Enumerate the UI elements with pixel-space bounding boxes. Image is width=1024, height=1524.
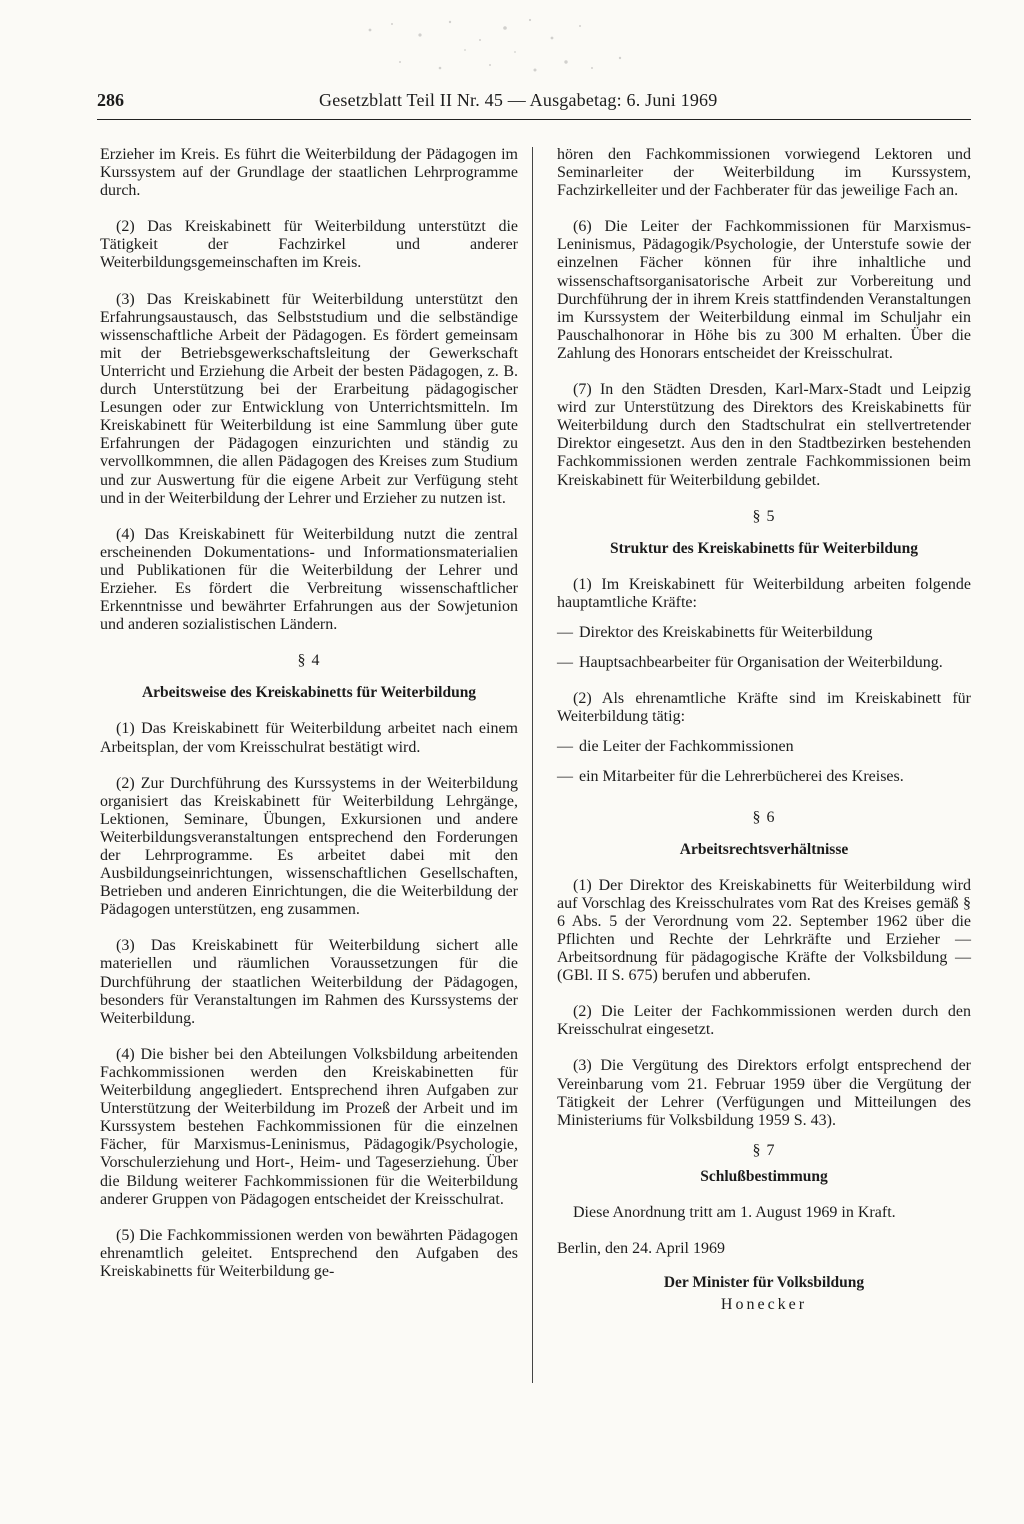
paragraph: (7) In den Städten Dresden, Karl-Marx-Stadt und Leipzig wird zur Unterstützung des Direktors des Kreiskabinetts für Weiterbildung durch den Stadtschulrat ein stellvertretender Direktor eingesetzt. Aus den in den Stadtbezirken bestehenden Fachkommissionen werden zentrale Fachkommissionen beim Kreiskabinett für Weiterbildung gebildet. — [557, 381, 971, 489]
running-title: Gesetzblatt Teil II Nr. 45 — Ausgabetag: 6. Juni 1969 — [319, 90, 718, 110]
list-item-text: Hauptsachbearbeiter für Organisation der Weiterbildung. — [579, 654, 943, 672]
dash-bullet: — — [557, 738, 573, 756]
paragraph: (2) Das Kreiskabinett für Weiterbildung unterstützt die Tätigkeit der Fachzirkel und anderer Weiterbildungsgemeinschaften im Kreis. — [100, 218, 518, 272]
section-5-mark: § 5 — [752, 507, 776, 525]
signature-title: Der Minister für Volksbildung — [663, 1274, 865, 1292]
list-item — [557, 768, 971, 786]
section-4-mark: § 4 — [297, 652, 321, 670]
paragraph: (1) Das Kreiskabinett für Weiterbildung arbeitet nach einem Arbeitsplan, der vom Kreisschulrat bestätigt wird. — [100, 720, 518, 756]
paragraph: hören den Fachkommissionen vorwiegend Lektoren und Seminarleiter der Weiterbildung im Kurssystem, Fachzirkelleiter und der Fachberater für das jeweilige Fach an. — [557, 146, 971, 200]
section-4-title: Arbeitsweise des Kreiskabinetts für Weiterbildung — [141, 684, 477, 702]
list-item-text: Direktor des Kreiskabinetts für Weiterbildung — [579, 623, 873, 641]
paragraph: Diese Anordnung tritt am 1. August 1969 in Kraft. — [573, 1204, 896, 1222]
section-5-title: Struktur des Kreiskabinetts für Weiterbildung — [609, 539, 919, 557]
dash-bullet: — — [557, 623, 573, 641]
list-item-text: ein Mitarbeiter für die Lehrerbücherei des Kreises. — [579, 768, 904, 786]
paragraph: (4) Das Kreiskabinett für Weiterbildung nutzt die zentral erscheinenden Dokumentations- und Informationsmaterialien und Publikationen für die Weiterbildung der Lehrer und Erzieher. Es fördert die Verbreitung wissenschaftlicher Erkenntnisse und bewährter Erfahrungen aus der Sowjetunion und anderen sozialistischen Ländern. — [100, 525, 518, 634]
header-rule — [97, 119, 971, 120]
paragraph: (3) Das Kreiskabinett für Weiterbildung sichert alle materiellen und räumlichen Voraussetzungen für die Durchführung der staatlichen Weiterbildung der Pädagogen, besonders für Veranstaltungen im Rahmen des Kurssystems der Weiterbildung. — [100, 937, 518, 1027]
page-header — [97, 90, 971, 120]
list-item-text: die Leiter der Fachkommissionen — [579, 738, 794, 756]
dash-bullet: — — [557, 654, 573, 672]
section-6-mark: § 6 — [752, 808, 776, 826]
page-number: 286 — [97, 90, 124, 110]
list-item — [557, 624, 971, 642]
section-7-mark: § 7 — [752, 1141, 776, 1159]
paragraph: (3) Die Vergütung des Direktors erfolgt entsprechend der Vereinbarung vom 21. Februar 1959 über die Vergütung der Tätigkeit der Lehrer (Verfügungen und Mitteilungen des Ministeriums für Volksbildung 1959 S. 43). — [557, 1057, 971, 1129]
dash-bullet: — — [557, 768, 573, 786]
place-date: Berlin, den 24. April 1969 — [557, 1240, 725, 1258]
paragraph: (2) Zur Durchführung des Kurssystems in der Weiterbildung organisiert das Kreiskabinett für Weiterbildung Lehrgänge, Lektionen, Seminare, Übungen, Exkursionen und andere Weiterbildungsveranstaltungen entsprechend den Forderungen der Lehrprogramme. Es arbeitet dabei mit den Ausbildungseinrichtungen, wissenschaftlichen Gesellschaften, Betrieben und anderen Einrichtungen, die die Weiterbildung der Pädagogen unterstützen, eng zusammen. — [100, 774, 518, 919]
paragraph: (2) Die Leiter der Fachkommissionen werden durch den Kreisschulrat eingesetzt. — [557, 1003, 971, 1039]
list-item — [557, 738, 971, 756]
left-column — [100, 146, 518, 1299]
signature-name: Honecker — [720, 1296, 808, 1314]
paragraph: (3) Das Kreiskabinett für Weiterbildung unterstützt den Erfahrungsaustausch, das Selbststudium und die selbständige wissenschaftliche Arbeit der Pädagogen. Es fördert gemeinsam mit der Betriebsgewerkschaftsleitung der Gewerkschaft Unterricht und Erziehung die Arbeit der besten Pädagogen, z. B. durch Unterstützung bei der Erarbeitung pädagogischer Lesungen oder zur Entwicklung von Unterrichtsmitteln. Im Kreiskabinett für Weiterbildung ist eine Sammlung über gute Erfahrungen der Pädagogen einzurichten und ständig zu vervollkommnen, die allen Pädagogen des Kreises zum Studium und zur Auswertung für die eigene Arbeit zur Verfügung steht und in der Weiterbildung der Lehrer und Erzieher zu nutzen ist. — [100, 290, 518, 507]
paragraph: (5) Die Fachkommissionen werden von bewährten Pädagogen ehrenamtlich geleitet. Entsprechend den Aufgaben des Kreiskabinetts für Weiterbildung ge- — [100, 1226, 518, 1280]
paragraph: (4) Die bisher bei den Abteilungen Volksbildung arbeitenden Fachkommissionen werden den Kreiskabinetten für Weiterbildung angegliedert. Entsprechend ihren Aufgaben zur Unterstützung der Weiterbildung im Prozeß der Arbeit und im Kurssystem bestehen Fachkommissionen für die einzelnen Fächer, für Marxismus-Leninismus, Pädagogik/Psychologie, Vorschulerziehung und Hort-, Heim- und Tageserziehung. Über die Bildung weiterer Fachkommissionen für die Weiterbildung anderer Gruppen von Pädagogen entscheidet der Kreisschulrat. — [100, 1045, 518, 1208]
paragraph: (1) Der Direktor des Kreiskabinetts für Weiterbildung wird auf Vorschlag des Kreisschulrates vom Rat des Kreises gemäß § 6 Abs. 5 der Verordnung vom 22. September 1962 über die Pflichten und Rechte der Lehrkräfte und Erzieher — Arbeitsordnung für pädagogische Kräfte der Volksbildung — (GBl. II S. 675) berufen und abberufen. — [557, 876, 971, 985]
column-divider — [532, 147, 533, 1383]
bleed-through-specks — [330, 10, 660, 80]
right-column — [557, 146, 971, 1314]
list-item — [557, 654, 971, 672]
section-7-title: Schlußbestimmung — [700, 1167, 828, 1185]
paragraph: (6) Die Leiter der Fachkommissionen für Marxismus-Leninismus, Pädagogik/Psychologie, der Unterstufe sowie der einzelnen Fächer können für ihre inhaltliche und wissenschaftsorganisatorische Arbeit zur Vorbereitung und Durchführung der in ihrem Kreis stattfindenden Veranstaltungen im Kurssystem der Weiterbildung einmal im Schuljahr ein Pauschalhonorar in Höhe bis zu 300 M erhalten. Über die Zahlung des Honorars entscheidet der Kreisschulrat. — [557, 218, 971, 362]
paragraph: Erzieher im Kreis. Es führt die Weiterbildung der Pädagogen im Kurssystem auf der Grundlage der staatlichen Lehrprogramme durch. — [100, 146, 518, 200]
paragraph: (2) Als ehrenamtliche Kräfte sind im Kreiskabinett für Weiterbildung tätig: — [557, 690, 971, 726]
section-6-title: Arbeitsrechtsverhältnisse — [679, 840, 849, 858]
paragraph: (1) Im Kreiskabinett für Weiterbildung arbeiten folgende hauptamtliche Kräfte: — [557, 575, 971, 611]
